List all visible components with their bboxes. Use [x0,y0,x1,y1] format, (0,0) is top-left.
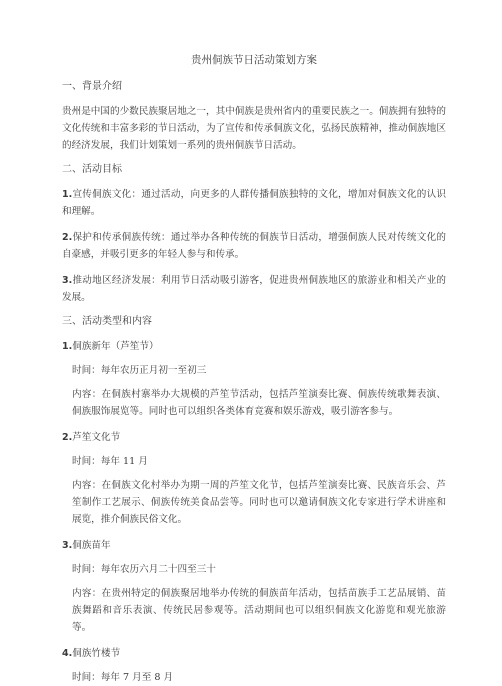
event-content: 内容：在贵州特定的侗族聚居地举办传统的侗族苗年活动，包括苗族手工艺品展销、苗族舞蹈和音乐表演、传统民居参观等。活动期间也可以组织侗族文化游览和观光旅游等。 [72,588,446,633]
event-number: 4. [62,648,73,659]
event-time: 时间：每年 11 月 [72,456,148,467]
event-content: 内容：在侗族文化村举办为期一周的芦笙文化节，包括芦笙演奏比赛、民族音乐会、芦笙制作工艺展示、侗族传统美食品尝等。同时也可以邀请侗族文化专家进行学术讲座和展览，推介侗族民俗文化。 [72,480,446,525]
event-name: 侗族苗年 [72,540,111,551]
goal-number: 2. [62,232,73,243]
event-number: 1. [62,341,73,352]
event-time: 时间：每年 7 月至 8 月 [72,672,174,683]
event-title [62,338,446,355]
goal-number: 1. [62,189,73,200]
event-title [62,429,446,446]
event-title [62,537,446,554]
event-name: 侗族竹楼节 [72,648,121,659]
goal-item [62,186,446,220]
section-heading-background: 一、背景介绍 [62,81,122,92]
event-number: 2. [62,432,73,443]
event-title [62,645,446,662]
section-heading-activities: 三、活动类型和内容 [62,316,152,327]
goal-text: 推动地区经济发展：利用节日活动吸引游客，促进贵州侗族地区的旅游业和相关产业的发展。 [62,275,446,303]
event-time: 时间：每年农历正月初一至初三 [72,365,207,376]
event-content: 内容：在侗族村寨举办大规模的芦笙节活动，包括芦笙演奏比赛、侗族传统歌舞表演、侗族服饰展览等。同时也可以组织各类体育竞赛和娱乐游戏，吸引游客参与。 [72,389,446,417]
event-time: 时间：每年农历六月二十四至三十 [72,564,216,575]
goal-item [62,229,446,263]
document-title: 贵州侗族节日活动策划方案 [191,54,317,66]
goal-text: 宣传侗族文化：通过活动，向更多的人群传播侗族独特的文化，增加对侗族文化的认识和理解。 [62,189,446,217]
goal-text: 保护和传承侗族传统：通过举办各种传统的侗族节日活动，增强侗族人民对传统文化的自豪感，并吸引更多的年轻人参与和传承。 [62,232,446,260]
section-heading-goals: 二、活动目标 [62,164,122,175]
event-name: 侗族新年（芦笙节） [72,341,159,352]
event-number: 3. [62,540,73,551]
goal-item [62,272,446,306]
goal-number: 3. [62,275,73,286]
background-paragraph: 贵州是中国的少数民族聚居地之一，其中侗族是贵州省内的重要民族之一。侗族拥有独特的文化传统和丰富多彩的节日活动，为了宣传和传承侗族文化，弘扬民族精神，推动侗族地区的经济发展，我们计划策划一系列的贵州侗族节日活动。 [62,106,446,151]
event-name: 芦笙文化节 [72,432,121,443]
